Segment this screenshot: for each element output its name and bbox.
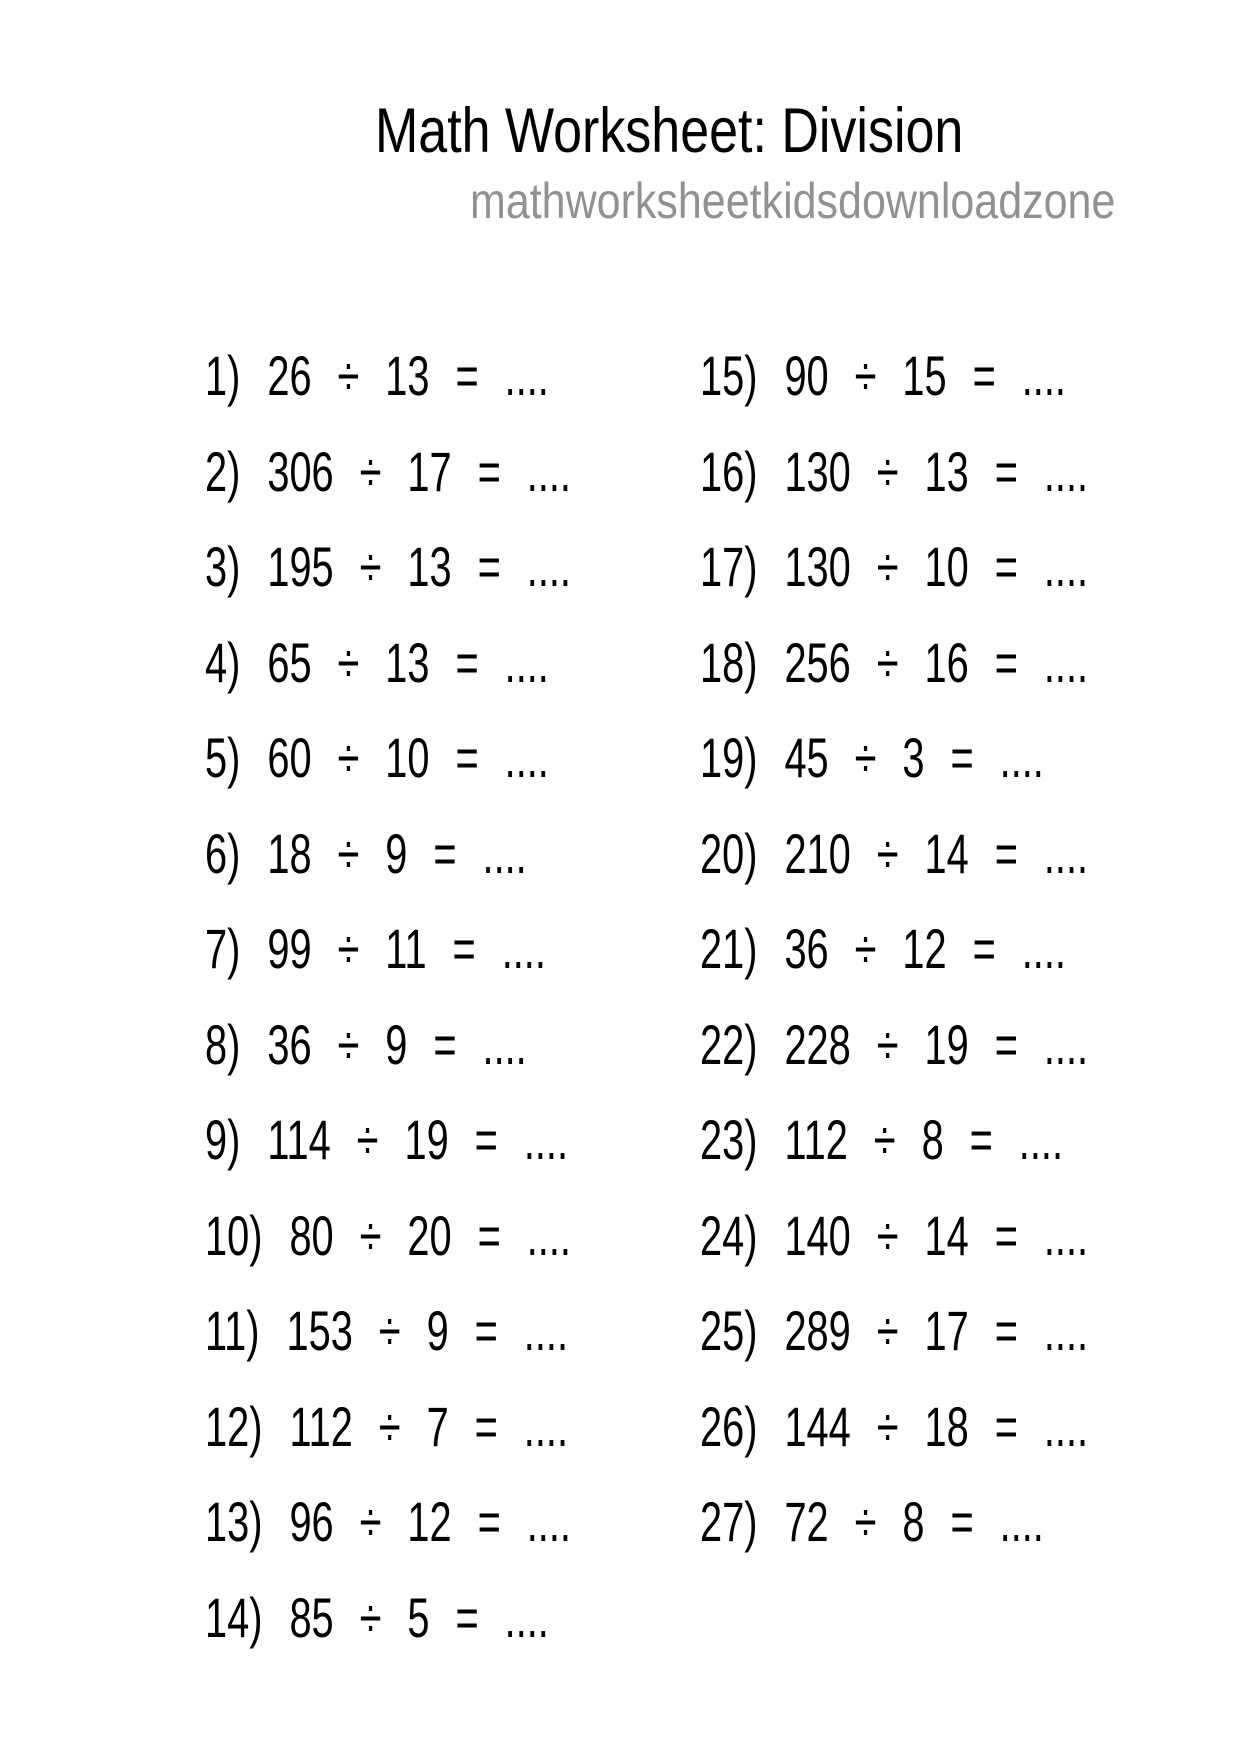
problem-row — [700, 328, 1088, 424]
problem-row — [700, 1474, 1088, 1570]
problem-expression: 195 ÷ 13 = .... — [267, 535, 571, 598]
problem-expression: 112 ÷ 8 = .... — [784, 1108, 1063, 1171]
problem-number: 17) — [700, 535, 758, 598]
problem-number: 27) — [700, 1490, 758, 1553]
problem-number: 5) — [205, 726, 241, 789]
problem-number: 8) — [205, 1012, 241, 1076]
problem-row — [205, 1379, 571, 1475]
problem-expression: 256 ÷ 16 = .... — [784, 630, 1089, 694]
problem-expression: 153 ÷ 9 = .... — [286, 1299, 568, 1362]
problem-row — [205, 901, 571, 997]
problem-row — [700, 519, 1088, 615]
problem-row — [700, 1379, 1088, 1475]
problem-expression: 289 ÷ 17 = .... — [784, 1299, 1089, 1362]
problem-number: 24) — [700, 1203, 758, 1267]
problem-row — [700, 1188, 1088, 1284]
problem-expression: 112 ÷ 7 = .... — [289, 1394, 568, 1458]
problem-expression: 72 ÷ 8 = .... — [784, 1490, 1044, 1553]
problem-row — [205, 1188, 571, 1284]
problem-expression: 210 ÷ 14 = .... — [784, 821, 1089, 885]
problem-row — [700, 615, 1088, 711]
problem-number: 26) — [700, 1394, 758, 1458]
problem-row — [700, 901, 1088, 997]
problem-expression: 144 ÷ 18 = .... — [784, 1394, 1089, 1458]
problem-number: 20) — [700, 821, 758, 885]
problems-column-right — [700, 328, 1088, 1570]
problem-number: 23) — [700, 1108, 758, 1171]
problem-row — [205, 1570, 571, 1666]
problem-row — [205, 710, 571, 806]
problem-expression: 306 ÷ 17 = .... — [267, 439, 571, 503]
problem-number: 21) — [700, 917, 758, 980]
problem-number: 3) — [205, 535, 241, 598]
problem-number: 22) — [700, 1012, 758, 1076]
problem-row — [205, 806, 571, 902]
problem-row — [700, 1283, 1088, 1379]
problem-expression: 36 ÷ 9 = .... — [267, 1012, 527, 1076]
problem-expression: 60 ÷ 10 = .... — [267, 726, 549, 789]
problem-row — [700, 710, 1088, 806]
problem-number: 2) — [205, 439, 241, 503]
problem-number: 14) — [205, 1585, 263, 1649]
problem-expression: 36 ÷ 12 = .... — [784, 917, 1066, 980]
problem-expression: 80 ÷ 20 = .... — [289, 1203, 571, 1267]
problem-number: 7) — [205, 917, 241, 980]
problem-number: 18) — [700, 630, 758, 694]
problem-number: 12) — [205, 1394, 263, 1458]
problem-number: 19) — [700, 726, 758, 789]
problem-expression: 130 ÷ 13 = .... — [784, 439, 1089, 503]
problem-row — [205, 424, 571, 520]
problem-row — [700, 424, 1088, 520]
problem-expression: 18 ÷ 9 = .... — [267, 821, 527, 885]
problem-number: 25) — [700, 1299, 758, 1362]
problem-row — [205, 1283, 571, 1379]
problems-column-left — [205, 328, 571, 1665]
problem-number: 15) — [700, 344, 758, 407]
problem-number: 13) — [205, 1490, 263, 1553]
problem-expression: 90 ÷ 15 = .... — [784, 344, 1066, 407]
problem-row — [205, 997, 571, 1093]
problem-row — [205, 1474, 571, 1570]
problem-expression: 228 ÷ 19 = .... — [784, 1012, 1089, 1076]
problem-expression: 140 ÷ 14 = .... — [784, 1203, 1089, 1267]
problem-row — [700, 1092, 1088, 1188]
problem-expression: 99 ÷ 11 = .... — [267, 917, 546, 980]
problem-number: 16) — [700, 439, 758, 503]
problem-expression: 96 ÷ 12 = .... — [289, 1490, 571, 1553]
page-subtitle: mathworksheetkidsdownloadzone — [470, 173, 1116, 229]
problem-expression: 85 ÷ 5 = .... — [289, 1585, 549, 1649]
problem-number: 10) — [205, 1203, 263, 1267]
problem-row — [205, 328, 571, 424]
page-title: Math Worksheet: Division — [375, 96, 964, 166]
problem-expression: 45 ÷ 3 = .... — [784, 726, 1044, 789]
problem-expression: 65 ÷ 13 = .... — [267, 630, 549, 694]
problem-expression: 26 ÷ 13 = .... — [267, 344, 549, 407]
problem-row — [700, 997, 1088, 1093]
problem-row — [205, 615, 571, 711]
problem-row — [700, 806, 1088, 902]
problem-expression: 114 ÷ 19 = .... — [267, 1108, 569, 1171]
problem-row — [205, 519, 571, 615]
problem-expression: 130 ÷ 10 = .... — [784, 535, 1089, 598]
problem-number: 1) — [205, 344, 241, 407]
problem-number: 4) — [205, 630, 241, 694]
problem-number: 9) — [205, 1108, 241, 1171]
problem-number: 11) — [205, 1299, 260, 1362]
problem-number: 6) — [205, 821, 241, 885]
problem-row — [205, 1092, 571, 1188]
